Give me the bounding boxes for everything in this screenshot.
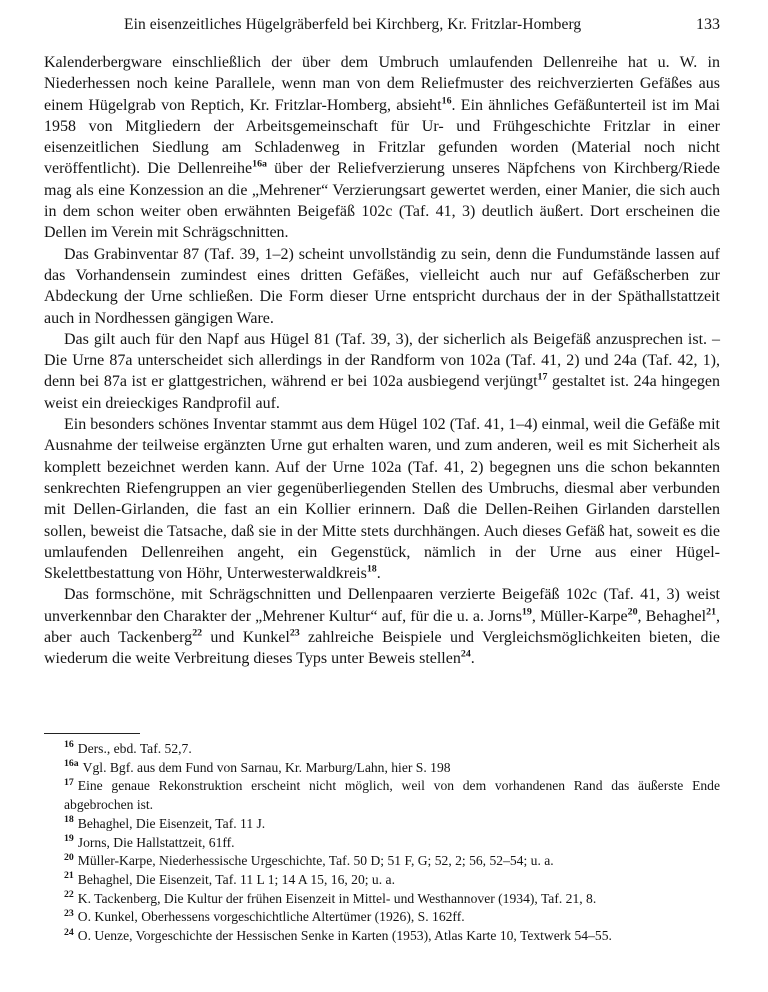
footnote: [44, 759, 720, 778]
body-text: [44, 52, 720, 670]
paragraph-2: Das Grabinventar 87 (Taf. 39, 1–2) scheint unvollständig zu sein, denn die Fundumstände lassen auf das Vorhandensein zumindest eines dritten Gefäßes, vielleicht auch nur auf Gefäßscherben zur Abdeckung der Urne schließen. Die Form dieser Urne entspricht durchaus der in der Späthallstattzeit auch in Nordhessen gängigen Ware.: [44, 245, 720, 327]
footnote: [44, 815, 720, 834]
footnote-ref: 16: [441, 95, 452, 107]
footnote-ref: 17: [537, 372, 548, 384]
paragraph-text: , aber auch Tackenberg: [44, 607, 721, 647]
footnote: [44, 834, 720, 853]
footnote-number: 16: [64, 739, 74, 751]
footnote: [44, 852, 720, 871]
footnote-text: Behaghel, Die Eisenzeit, Taf. 11 J.: [77, 815, 266, 831]
footnote-ref: 16a: [252, 159, 267, 171]
footnote: [44, 927, 720, 946]
footnotes: [44, 740, 720, 946]
footnote-divider: [44, 733, 140, 734]
paragraph-text: Das formschöne, mit Schrägschnitten und Dellenpaaren verzierte Beigefäß 102c (Taf. 41, 3) weist unverkennbar den Charakter der „Mehrener Kultur“ auf, für die u. a. Jorns: [44, 586, 720, 625]
footnote-ref: 23: [289, 627, 300, 639]
footnote-number: 22: [64, 889, 74, 901]
footnote-text: O. Uenze, Vorgeschichte der Hessischen Senke in Karten (1953), Atlas Karte 10, Textwerk 54–55.: [77, 928, 612, 944]
paragraph-4: [44, 414, 720, 584]
page-number: 133: [696, 16, 720, 33]
footnote-number: 19: [64, 832, 74, 844]
paragraph-text: über der Reliefverzierung unseres Näpfchens von Kirchberg/Riede mag als eine Konzession an die „Mehrener“ Verzierungsart gewertet werden, einer Manier, die sich auch in dem schon weiter oben erwähnten Beigefäß 102c (Taf. 41, 3) deutlich äußert. Dort erscheinen die Dellen im Verein mit Schrägschnitten.: [44, 160, 720, 242]
footnote-text: Jorns, Die Hallstattzeit, 61ff.: [77, 834, 235, 850]
footnote-text: K. Tackenberg, Die Kultur der frühen Eisenzeit in Mittel- und Westhannover (1934), Taf. 21, 8.: [77, 890, 597, 906]
paragraph-text: , Müller-Karpe: [531, 607, 628, 625]
running-header: [44, 12, 724, 36]
footnote-ref: 24: [460, 648, 471, 660]
paragraph-text: Ein besonders schönes Inventar stammt aus dem Hügel 102 (Taf. 41, 1–4) einmal, weil die Gefäße mit Ausnahme der teilweise ergänzten Urne gut erhalten waren, und zum anderen, weil es mit Sicherheit als komplett bezeichnet werden kann. Auf der Urne 102a (Taf. 41, 2) begegnen uns die schon bekannten senkrechten Riefengruppen an vier gegenüberliegenden Stellen des Umbruchs, diesmal aber verbunden mit Dellen-Girlanden, die fast an ein Kollier erinnern. Daß die Dellen-Reihen Girlanden darstellen sollen, beweist die Tatsache, daß sie in der Mitte stets durchhängen. Auch dieses Gefäß hat, soweit es die umlaufenden Dellenreihen angeht, ein Gegenstück, nämlich in der Urne aus einer Hügel-Skelettbestattung von Höhr, Unterwesterwaldkreis: [44, 416, 720, 583]
paragraph-text: zahlreiche Beispiele und Vergleichsmöglichkeiten bieten, die wiederum die weite Verbreitung dieses Typs unter Beweis stellen: [44, 629, 721, 668]
paragraph-text: Das gilt auch für den Napf aus Hügel 81 (Taf. 39, 3), der sicherlich als Beigefäß anzusprechen ist. – Die Urne 87a unterscheidet sich allerdings in der Randform von 102a (Taf. 41, 2) und 24a (Taf. 42, 1), denn bei 87a ist er glattgestrichen, während er bei 102a ausbiegend verjüngt: [44, 330, 720, 391]
footnote-number: 23: [64, 907, 74, 919]
footnote-text: Eine genaue Rekonstruktion erscheint nicht möglich, weil von dem vorhandenen Rand das äußerste Ende abgebrochen ist.: [64, 778, 720, 813]
footnote-number: 17: [64, 776, 74, 788]
footnote-number: 20: [64, 851, 74, 863]
footnote: [44, 908, 720, 927]
paragraph-text: und Kunkel: [202, 629, 290, 647]
footnote-text: Müller-Karpe, Niederhessische Urgeschichte, Taf. 50 D; 51 F, G; 52, 2; 56, 52–54; u. a.: [77, 853, 554, 869]
paragraph-text: . Ein ähnliches Gefäßunterteil ist im Mai 1958 von Mitgliedern der Arbeitsgemeinschaft für Ur- und Frühgeschichte Fritzlar in einer eisenzeitlichen Siedlung am Schladenweg in Fritzlar gefunden worden (Material noch nicht veröffentlicht). Die Dellenreihe: [44, 96, 720, 178]
footnote-ref: 20: [627, 606, 638, 618]
footnote-ref: 19: [521, 606, 532, 618]
footnote: [44, 871, 720, 890]
footnote-number: 21: [64, 870, 74, 882]
paragraph-1: [44, 52, 720, 244]
footnote-ref: 18: [366, 563, 377, 575]
paragraph-text: .: [470, 650, 475, 668]
footnote: [44, 890, 720, 909]
footnote-ref: 21: [706, 606, 717, 618]
paragraph-text: , Behaghel: [637, 607, 707, 625]
footnote-text: Behaghel, Die Eisenzeit, Taf. 11 L 1; 14 A 15, 16, 20; u. a.: [77, 871, 395, 887]
footnote-number: 24: [64, 926, 74, 938]
footnote: [44, 777, 720, 814]
running-title: Ein eisenzeitliches Hügelgräberfeld bei Kirchberg, Kr. Fritzlar-Homberg: [124, 16, 582, 33]
paragraph-text: gestaltet ist. 24a hingegen weist ein dreieckiges Randprofil auf.: [44, 373, 720, 412]
paragraph-5: [44, 584, 720, 669]
footnote-number: 16a: [64, 758, 79, 770]
paragraph-text: .: [376, 565, 381, 583]
footnote-ref: 22: [192, 627, 203, 639]
paragraph-3: [44, 329, 720, 414]
paragraph-text: Kalenderbergware einschließlich der über dem Umbruch umlaufenden Dellenreihe hat u. W. in Niederhessen noch keine Parallele, wenn man von dem Reliefmuster des reichverzierten Gefäßes aus einem Hügelgrab von Reptich, Kr. Fritzlar-Homberg, absieht: [44, 54, 720, 114]
footnote-text: O. Kunkel, Oberhessens vorgeschichtliche Altertümer (1926), S. 162ff.: [77, 909, 465, 925]
footnote-number: 18: [64, 814, 74, 826]
footnote: [44, 740, 720, 759]
footnote-text: Ders., ebd. Taf. 52,7.: [77, 741, 192, 756]
footnote-text: Vgl. Bgf. aus dem Fund von Sarnau, Kr. Marburg/Lahn, hier S. 198: [82, 759, 451, 775]
